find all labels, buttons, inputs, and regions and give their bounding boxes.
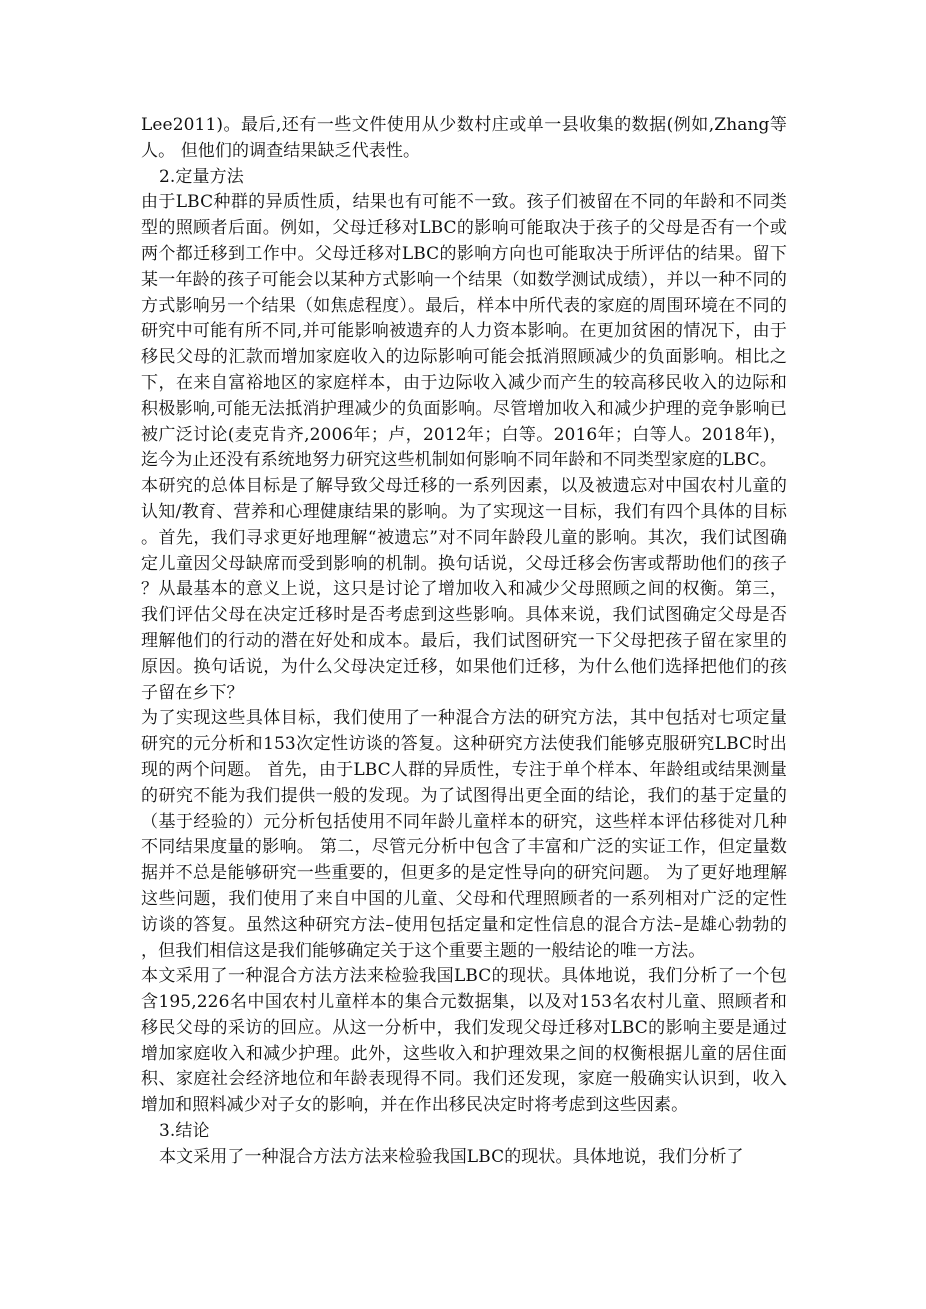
paragraph-mixed-methods: 为了实现这些具体目标，我们使用了一种混合方法的研究方法，其中包括对七项定量研究的元分析和153次定性访谈的答复。这种研究方法使我们能够克服研究LBC时出现的两个问题。 首先，由于LBC人群的异质性，专注于单个样本、年龄组或结果测量的研究不能为我们提供一般的发现。为了试图得出更全面的结论，我们的基于定量的（基于经验的）元分析包括使用不同年龄儿童样本的研究，这些样本评估移徙对几种不同结果度量的影响。 第二，尽管元分析中包含了丰富和广泛的实证工作，但定量数据并不总是能够研究一些重要的，但更多的是定性导向的研究问题。 为了更好地理解这些问题，我们使用了来自中国的儿童、父母和代理照顾者的一系列相对广泛的定性访谈的答复。虽然这种研究方法–使用包括定量和定性信息的混合方法–是雄心勃勃的，但我们相信这是我们能够确定关于这个重要主题的一般结论的唯一方法。 xyxy=(141,708,787,961)
paragraph-research-objectives: 本研究的总体目标是了解导致父母迁移的一系列因素，以及被遗忘对中国农村儿童的认知/教育、营养和心理健康结果的影响。为了实现这一目标，我们有四个具体的目标。首先，我们寻求更好地理解“被遗忘”对不同年龄段儿童的影响。其次，我们试图确定儿童因父母缺席而受到影响的机制。换句话说，父母迁移会伤害或帮助他们的孩子？从最基本的意义上说，这只是讨论了增加收入和减少父母照顾之间的权衡。第三，我们评估父母在决定迁移时是否考虑到这些影响。具体来说，我们试图确定父母是否理解他们的行动的潜在好处和成本。最后，我们试图研究一下父母把孩子留在家里的原因。换句话说，为什么父母决定迁移，如果他们迁移，为什么他们选择把他们的孩子留在乡下？ xyxy=(141,476,787,703)
document-page xyxy=(141,113,787,1171)
paragraph-heterogeneity: 由于LBC种群的异质性质，结果也有可能不一致。孩子们被留在不同的年龄和不同类型的照顾者后面。例如，父母迁移对LBC的影响可能取决于孩子的父母是否有一个或两个都迁移到工作中。父母迁移对LBC的影响方向也可能取决于所评估的结果。留下某一年龄的孩子可能会以某种方式影响一个结果（如数学测试成绩），并以一种不同的方式影响另一个结果（如焦虑程度）。最后，样本中所代表的家庭的周围环境在不同的研究中可能有所不同,并可能影响被遗弃的人力资本影响。在更加贫困的情况下，由于移民父母的汇款而增加家庭收入的边际影响可能会抵消照顾减少的负面影响。相比之下，在来自富裕地区的家庭样本，由于边际收入减少而产生的较高移民收入的边际和积极影响,可能无法抵消护理减少的负面影响。尽管增加收入和减少护理的竞争影响已被广泛讨论(麦克肯齐,2006年；卢，2012年；白等。2016年；白等人。2018年)，迄今为止还没有系统地努力研究这些机制如何影响不同年龄和不同类型家庭的LBC。 xyxy=(141,192,787,471)
paragraph-conclusion-start: 本文采用了一种混合方法方法来检验我国LBC的现状。具体地说，我们分析了 xyxy=(159,1146,744,1167)
section-heading-conclusion: 3.结论 xyxy=(159,1121,210,1142)
paragraph-continuation: Lee2011)。最后,还有一些文件使用从少数村庄或单一县收集的数据(例如,Zhang等人。 但他们的调查结果缺乏代表性。 xyxy=(141,115,787,161)
section-heading-quantitative-methods: 2.定量方法 xyxy=(159,166,244,187)
paragraph-findings: 本文采用了一种混合方法方法来检验我国LBC的现状。具体地说，我们分析了一个包含195,226名中国农村儿童样本的集合元数据集，以及对153名农村儿童、照顾者和移民父母的采访的回应。从这一分析中，我们发现父母迁移对LBC的影响主要是通过增加家庭收入和减少护理。此外，这些收入和护理效果之间的权衡根据儿童的居住面积、家庭社会经济地位和年龄表现得不同。我们还发现，家庭一般确实认识到，收入增加和照料减少对子女的影响，并在作出移民决定时将考虑到这些因素。 xyxy=(141,966,787,1116)
